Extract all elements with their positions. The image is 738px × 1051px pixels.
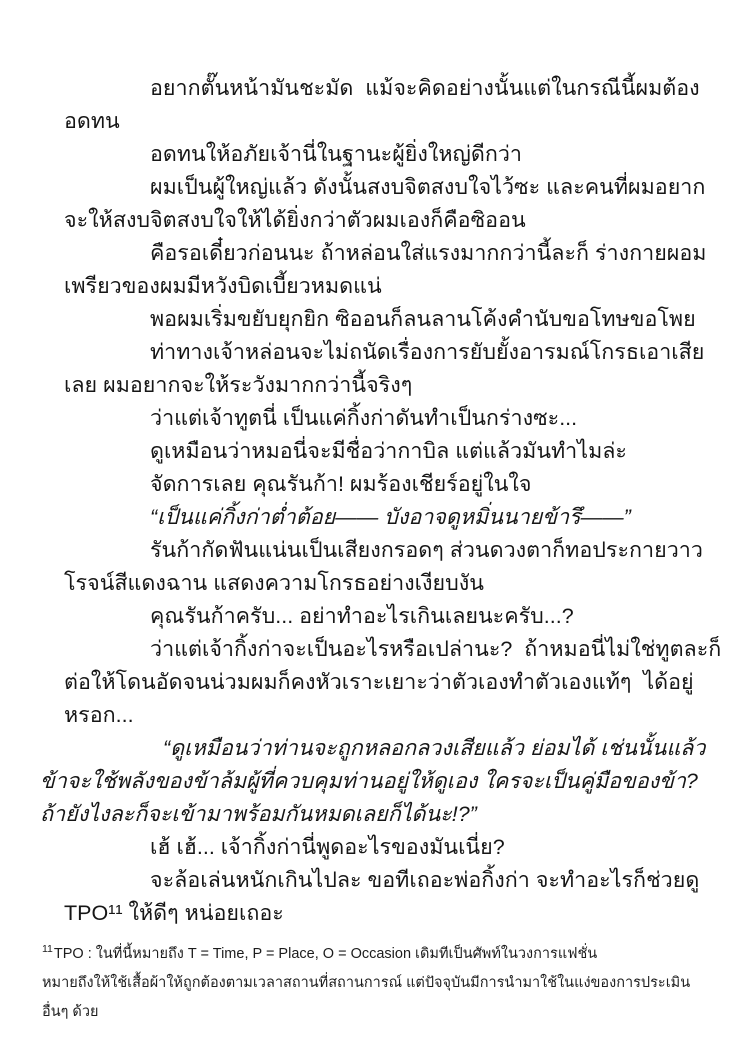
paragraph bbox=[0, 732, 738, 831]
footnote bbox=[0, 940, 738, 1027]
paragraph bbox=[0, 171, 738, 237]
text-line: ต่อให้โดนอัดจนน่วมผมก็คงหัวเราะเยาะว่าตัวเองทำตัวเองแท้ๆ ได้อยู่ bbox=[64, 670, 694, 694]
paragraph bbox=[0, 831, 738, 864]
text-line: จะล้อเล่นหนักเกินไปละ ขอทีเถอะพ่อกิ้งก่า จะทำอะไรก็ช่วยดู bbox=[150, 868, 700, 892]
text-line: TPO¹¹ ให้ดีๆ หน่อยเถอะ bbox=[64, 901, 284, 925]
paragraph bbox=[0, 600, 738, 633]
text-line: จะให้สงบจิตสงบใจให้ได้ยิ่งกว่าตัวผมเองก็คือซิออน bbox=[64, 208, 526, 232]
paragraph bbox=[0, 237, 738, 303]
footnote-marker: 11 bbox=[42, 943, 53, 956]
text-line: เพรียวของผมมีหวังบิดเบี้ยวหมดแน่ bbox=[64, 274, 382, 298]
paragraph bbox=[0, 72, 738, 138]
text-line: เฮ้ เฮ้... เจ้ากิ้งก่านี่พูดอะไรของมันเนี่ย? bbox=[150, 835, 505, 859]
paragraph bbox=[0, 303, 738, 336]
text-line: อยากตั๊นหน้ามันชะมัด แม้จะคิดอย่างนั้นแต่ในกรณีนี้ผมต้อง bbox=[150, 76, 700, 100]
text-line: อดทน bbox=[64, 109, 120, 133]
paragraph bbox=[0, 633, 738, 732]
footnote-text: TPO : ในที่นี้หมายถึง T = Time, P = Place, O = Occasion เดิมทีเป็นศัพท์ในวงการแฟชั่น bbox=[53, 946, 598, 962]
footnote-line: อื่นๆ ด้วย bbox=[42, 1004, 99, 1020]
paragraph bbox=[0, 501, 738, 534]
paragraph bbox=[0, 402, 738, 435]
text-line: ว่าแต่เจ้าทูตนี่ เป็นแค่กิ้งก่าดันทำเป็นกร่างซะ... bbox=[150, 406, 578, 430]
paragraph bbox=[0, 336, 738, 402]
paragraph bbox=[0, 864, 738, 930]
text-line: โรจน์สีแดงฉาน แสดงความโกรธอย่างเงียบงัน bbox=[64, 571, 484, 595]
text-line: “เป็นแค่กิ้งก่าต่ำต้อย—— บังอาจดูหมิ่นนายข้ารึ——” bbox=[150, 505, 631, 529]
text-line: หรอก... bbox=[64, 703, 134, 727]
text-line: รันก้ากัดฟันแน่นเป็นเสียงกรอดๆ ส่วนดวงตาก็ทอประกายวาว bbox=[150, 538, 703, 562]
text-line: เลย ผมอยากจะให้ระวังมากกว่านี้จริงๆ bbox=[64, 373, 413, 397]
text-line: ท่าทางเจ้าหล่อนจะไม่ถนัดเรื่องการยับยั้งอารมณ์โกรธเอาเสีย bbox=[150, 340, 705, 364]
paragraph bbox=[0, 468, 738, 501]
text-line: พอผมเริ่มขยับยุกยิก ซิออนก็ลนลานโค้งคำนับขอโทษขอโพย bbox=[150, 307, 696, 331]
text-line: ถ้ายังไงละก็จะเข้ามาพร้อมกันหมดเลยก็ได้นะ!?” bbox=[40, 802, 477, 826]
footnote-line: หมายถึงให้ใช้เสื้อผ้าให้ถูกต้องตามเวลาสถานที่สถานการณ์ แต่ปัจจุบันมีการนำมาใช้ในแง่ของการประเมิน bbox=[42, 975, 691, 991]
text-line: ข้าจะใช้พลังของข้าล้มผู้ที่ควบคุมท่านอยู่ให้ดูเอง ใครจะเป็นคู่มือของข้า? bbox=[40, 769, 698, 793]
text-line: ดูเหมือนว่าหมอนี่จะมีชื่อว่ากาบิล แต่แล้วมันทำไมล่ะ bbox=[150, 439, 627, 463]
text-line: คุณรันก้าครับ... อย่าทำอะไรเกินเลยนะครับ...? bbox=[150, 604, 574, 628]
text-line: จัดการเลย คุณรันก้า! ผมร้องเชียร์อยู่ในใจ bbox=[150, 472, 532, 496]
text-line: “ดูเหมือนว่าท่านจะถูกหลอกลวงเสียแล้ว ย่อมได้ เช่นนั้นแล้ว bbox=[163, 736, 706, 760]
text-line: ว่าแต่เจ้ากิ้งก่าจะเป็นอะไรหรือเปล่านะ? ถ้าหมอนี่ไม่ใช่ทูตละก็ bbox=[150, 637, 722, 661]
footnote-line bbox=[42, 940, 708, 969]
text-line: อดทนให้อภัยเจ้านี่ในฐานะผู้ยิ่งใหญ่ดีกว่า bbox=[150, 142, 522, 166]
text-line: คือรอเดี๋ยวก่อนนะ ถ้าหล่อนใส่แรงมากกว่านี้ละก็ ร่างกายผอม bbox=[150, 241, 707, 265]
paragraph bbox=[0, 534, 738, 600]
text-line: ผมเป็นผู้ใหญ่แล้ว ดังนั้นสงบจิตสงบใจไว้ซะ และคนที่ผมอยาก bbox=[150, 175, 706, 199]
paragraph bbox=[0, 138, 738, 171]
paragraph bbox=[0, 435, 738, 468]
